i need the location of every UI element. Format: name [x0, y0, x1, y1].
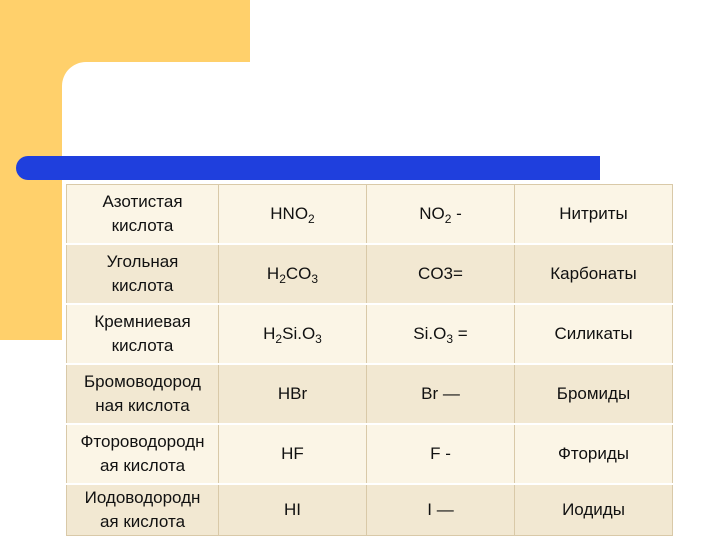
- anion-text: I —: [427, 500, 454, 519]
- acid-formula-cell: [219, 424, 367, 484]
- acid-name-cell: [67, 185, 219, 245]
- anion-cell: [367, 424, 515, 484]
- table-row: [67, 364, 673, 424]
- formula-subscript: 2: [279, 272, 286, 286]
- anion-text: Br —: [421, 384, 460, 403]
- anion-subscript: 2: [444, 212, 452, 226]
- anion-subscript: 3: [446, 332, 454, 346]
- formula-subscript: 2: [308, 212, 315, 226]
- formula-text: HF: [281, 444, 304, 463]
- table-row: [67, 185, 673, 245]
- salt-name: Нитриты: [559, 204, 628, 223]
- acid-formula-cell: [219, 304, 367, 364]
- acid-name-cell: [67, 304, 219, 364]
- table-row: [67, 424, 673, 484]
- formula-text: H: [266, 264, 280, 283]
- anion-cell: [367, 185, 515, 245]
- table-row: [67, 484, 673, 536]
- formula-text: Si.O: [282, 324, 316, 343]
- anion-text: CO3=: [418, 264, 463, 283]
- formula-text: HBr: [277, 384, 308, 403]
- formula-subscript: 3: [311, 272, 319, 286]
- acid-name-line2: ая кислота: [99, 456, 186, 475]
- salt-name-cell: [515, 304, 673, 364]
- formula-text: HI: [284, 500, 301, 519]
- acid-name-cell: [67, 424, 219, 484]
- acid-name-line2: кислота: [111, 216, 174, 235]
- acid-name-line2: кислота: [111, 336, 174, 355]
- acid-name-line1: Азотистая: [102, 192, 183, 211]
- acid-formula-cell: [219, 484, 367, 536]
- salt-name-cell: [515, 484, 673, 536]
- salt-name-cell: [515, 244, 673, 304]
- acid-name-line2: кислота: [111, 276, 174, 295]
- formula-text: HNO: [270, 204, 309, 223]
- salt-name: Бромиды: [556, 384, 631, 403]
- acids-salts-table: [66, 184, 673, 536]
- acid-formula-cell: [219, 185, 367, 245]
- formula-text: H: [263, 324, 276, 343]
- salt-name: Иодиды: [562, 500, 625, 519]
- salt-name-cell: [515, 185, 673, 245]
- acid-name-line1: Иодоводородн: [84, 488, 201, 507]
- formula-subscript: 2: [275, 332, 283, 346]
- acid-name-line1: Бромоводород: [84, 372, 201, 391]
- salt-name: Силикаты: [554, 324, 633, 343]
- formula-text: CO: [285, 264, 312, 283]
- anion-cell: [367, 364, 515, 424]
- table-row: [67, 304, 673, 364]
- anion-charge: =: [453, 324, 468, 343]
- salt-name-cell: [515, 424, 673, 484]
- acid-name-cell: [67, 244, 219, 304]
- acid-name-line1: Угольная: [106, 252, 179, 271]
- salt-name: Карбонаты: [550, 264, 637, 283]
- anion-cell: [367, 244, 515, 304]
- anion-cell: [367, 304, 515, 364]
- table-row: [67, 244, 673, 304]
- acid-name-line2: ая кислота: [99, 512, 186, 531]
- acid-formula-cell: [219, 244, 367, 304]
- acid-name-line1: Фтороводородн: [80, 432, 205, 451]
- acid-formula-cell: [219, 364, 367, 424]
- title-underline-bar: [16, 156, 600, 180]
- acid-name-cell: [67, 364, 219, 424]
- anion-text: F -: [430, 444, 451, 463]
- salt-name-cell: [515, 364, 673, 424]
- acid-name-line2: ная кислота: [95, 396, 190, 415]
- formula-subscript: 3: [315, 332, 322, 346]
- acid-name-cell: [67, 484, 219, 536]
- anion-cell: [367, 484, 515, 536]
- salt-name: Фториды: [557, 444, 630, 463]
- anion-text: Si.O: [413, 324, 447, 343]
- acid-name-line1: Кремниевая: [94, 312, 191, 331]
- anion-text: NO: [419, 204, 445, 223]
- anion-charge: -: [451, 204, 462, 223]
